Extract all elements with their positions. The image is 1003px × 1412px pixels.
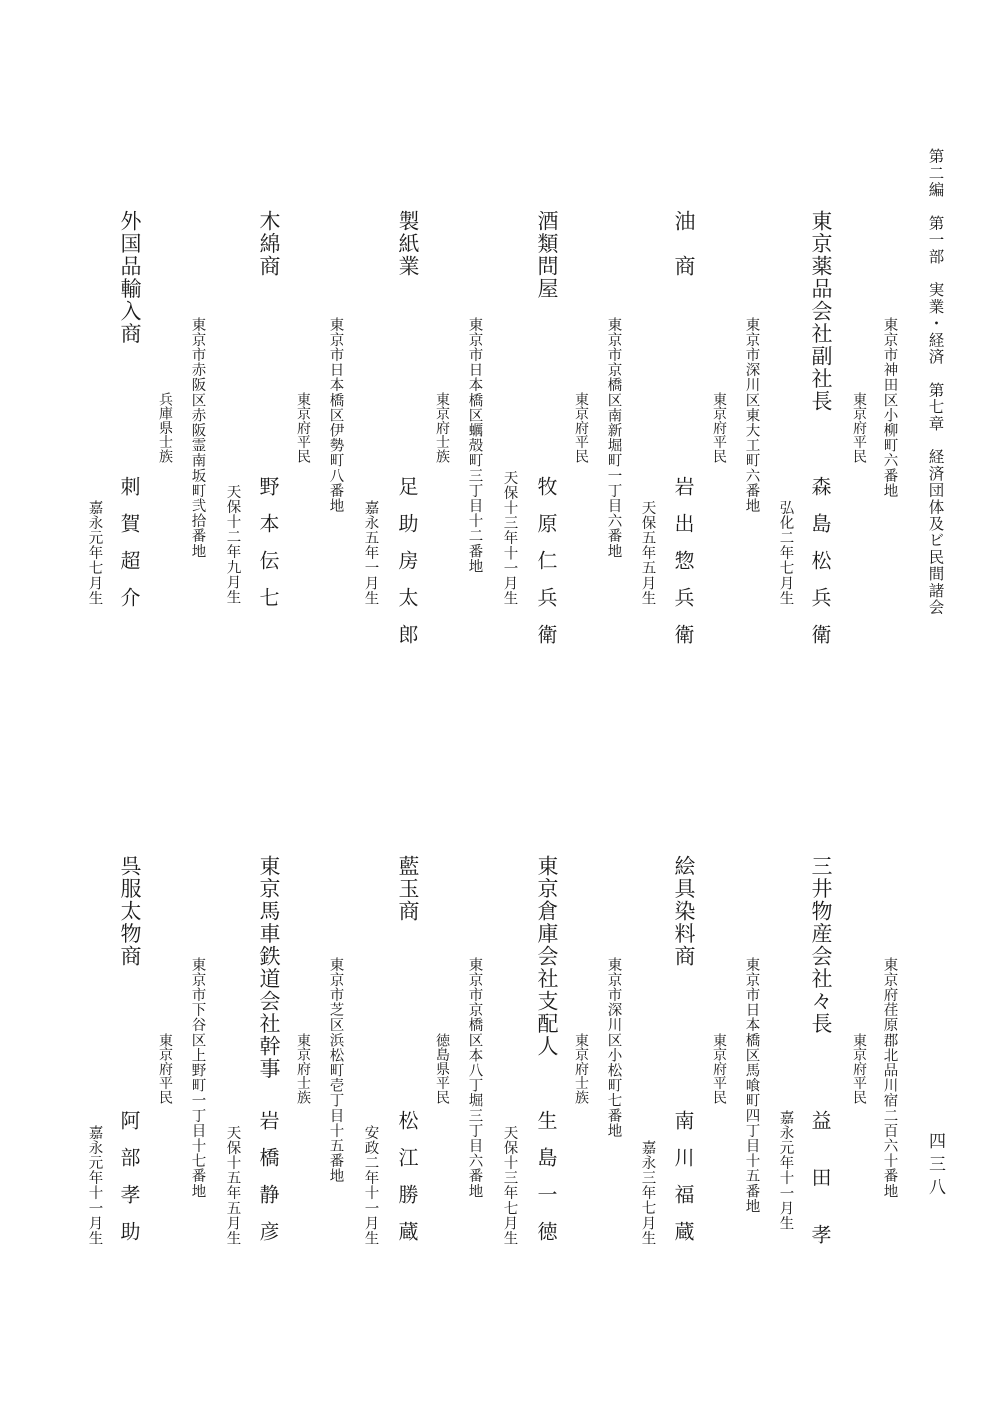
entry-birth: 嘉永五年一月生 [362, 500, 379, 606]
entry-person-name: 南川福蔵 [671, 1110, 695, 1258]
entry-title: 油 商 [672, 210, 696, 278]
entry-address: 東京市京橋区本八丁堀三丁目六番地 [466, 957, 483, 1199]
entry-address: 東京市日本橋区蠣殻町三丁目十二番地 [466, 317, 483, 574]
entry-title: 東京馬車鉄道会社幹事 [257, 855, 281, 1080]
entry-person-name: 岩橋静彦 [256, 1110, 280, 1258]
entry-person-name: 刺賀超介 [117, 476, 141, 624]
entry-status: 東京府平民 [157, 1033, 173, 1105]
entry-birth: 嘉永元年七月生 [86, 500, 103, 606]
entry-status: 東京府平民 [711, 1033, 727, 1105]
entry-person-name: 牧原仁兵衛 [534, 476, 558, 661]
entry-status: 東京府士族 [295, 1033, 311, 1105]
entry-title: 三井物産会社々長 [809, 855, 833, 1035]
entry-status: 東京府士族 [573, 1033, 589, 1105]
entry-title: 藍玉商 [396, 855, 420, 923]
entry-title: 酒類問屋 [535, 210, 559, 300]
entry-status: 兵庫県士族 [157, 392, 173, 464]
entry-person-name: 生島一徳 [534, 1110, 558, 1258]
entry-birth: 嘉永元年十一月生 [86, 1125, 103, 1246]
entry-address: 東京市深川区小松町七番地 [605, 957, 622, 1139]
running-header: 第二編 第一部 実業・経済 第七章 経済団体及ビ民間諸会 [926, 148, 945, 616]
entry-address: 東京市下谷区上野町一丁目十七番地 [189, 957, 206, 1199]
entry-address: 東京府荏原郡北品川宿二百六十番地 [881, 957, 898, 1199]
entry-address: 東京市赤阪区赤阪霊南坂町弐拾番地 [189, 317, 206, 559]
entry-address: 東京市芝区浜松町壱丁目十五番地 [327, 957, 344, 1184]
entry-birth: 嘉永元年十一月生 [777, 1110, 794, 1231]
page-number: 四三八 [925, 1132, 945, 1201]
entry-birth: 天保十二年九月生 [224, 484, 241, 605]
entry-address: 東京市日本橋区伊勢町八番地 [327, 317, 344, 514]
entry-birth: 安政二年十一月生 [362, 1125, 379, 1246]
entry-status: 東京府平民 [295, 392, 311, 464]
entry-address: 東京市神田区小柳町六番地 [881, 317, 898, 499]
entry-person-name: 松江勝蔵 [395, 1110, 419, 1258]
entry-status: 東京府平民 [711, 392, 727, 464]
entry-status: 東京府平民 [573, 392, 589, 464]
entry-status: 東京府平民 [851, 392, 867, 464]
entry-person-name: 岩出惣兵衛 [671, 476, 695, 661]
entry-title: 木綿商 [257, 210, 281, 278]
entry-birth: 天保十三年十一月生 [501, 470, 518, 606]
entry-title: 外国品輸入商 [118, 210, 142, 345]
entry-title: 東京倉庫会社支配人 [535, 855, 559, 1058]
entry-status: 東京府平民 [851, 1033, 867, 1105]
entry-person-name: 阿部孝助 [117, 1110, 141, 1258]
entry-title: 絵具染料商 [672, 855, 696, 968]
entry-address: 東京市日本橋区馬喰町四丁目十五番地 [743, 957, 760, 1214]
entry-status: 徳島県平民 [434, 1033, 450, 1105]
entry-person-name: 足助房太郎 [395, 476, 419, 661]
entry-person-name: 野本伝七 [256, 476, 280, 624]
entry-address: 東京市京橋区南新堀町一丁目六番地 [605, 317, 622, 559]
entry-title: 東京薬品会社副社長 [809, 210, 833, 413]
entry-address: 東京市深川区東大工町六番地 [743, 317, 760, 514]
entry-title: 呉服太物商 [118, 855, 142, 968]
entry-person-name: 森島松兵衛 [808, 476, 832, 661]
entry-status: 東京府士族 [434, 392, 450, 464]
entry-birth: 天保五年五月生 [639, 500, 656, 606]
entry-title: 製紙業 [396, 210, 420, 278]
entry-birth: 天保十三年七月生 [501, 1125, 518, 1246]
entry-person-name: 益田孝 [808, 1110, 832, 1281]
entry-birth: 天保十五年五月生 [224, 1125, 241, 1246]
entry-birth: 嘉永三年七月生 [639, 1140, 656, 1246]
entry-birth: 弘化二年七月生 [777, 500, 794, 606]
